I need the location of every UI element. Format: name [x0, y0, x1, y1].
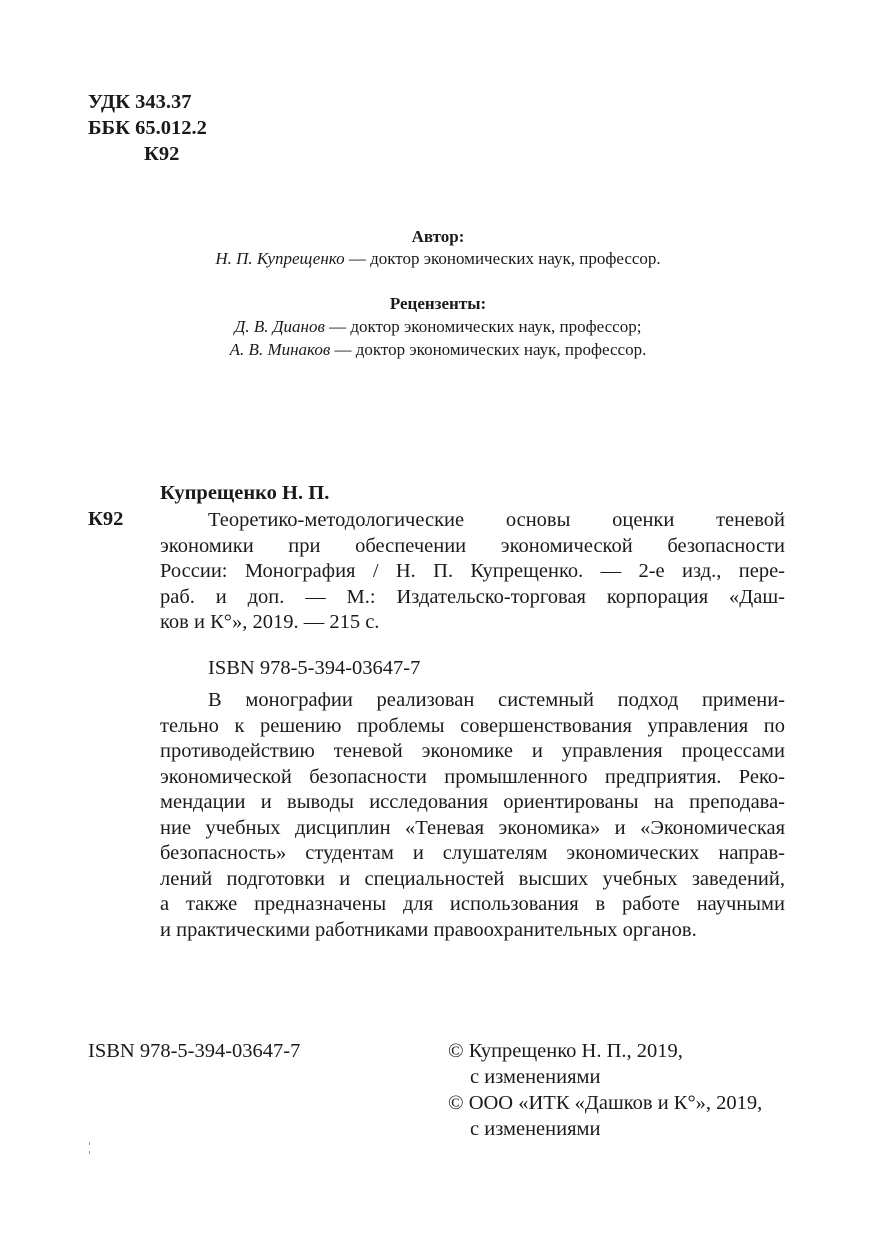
- reviewer-line: [0, 340, 876, 360]
- footer-isbn: ISBN 978-5-394-03647-7: [88, 1040, 301, 1062]
- author-name: Н. П. Купрещенко: [215, 249, 345, 268]
- author-desc: — доктор экономических наук, профессор.: [344, 249, 661, 268]
- abstract-line: экономической безопасности промышленного предприятия. Реко-: [160, 765, 785, 788]
- bib-description: [160, 508, 785, 636]
- bib-isbn: ISBN 978-5-394-03647-7: [208, 657, 421, 679]
- margin-tick: [89, 1151, 90, 1154]
- author-heading: Автор:: [411, 227, 465, 246]
- description-line: Теоретико-методологические основы оценки теневой: [208, 509, 785, 531]
- copyright-line: с изменениями: [470, 1118, 601, 1140]
- bib-author-heading: Купрещенко Н. П.: [160, 482, 330, 504]
- abstract-line: и практическими работниками правоохранительных органов.: [160, 918, 697, 941]
- abstract-line: В монографии реализован системный подход примени-: [208, 689, 785, 711]
- description-line: ков и К°», 2019. — 215 с.: [160, 611, 380, 633]
- author-mark-code: К92: [144, 143, 180, 165]
- description-line: России: Монография / Н. П. Купрещенко. — 2-е изд., пере-: [160, 560, 785, 582]
- copyright-line: © ООО «ИТК «Дашков и К°», 2019,: [448, 1092, 763, 1114]
- udk-code: УДК 343.37: [88, 91, 192, 113]
- reviewers-heading: Рецензенты:: [389, 294, 487, 313]
- abstract-line: а также предназначены для использования в работе научными: [160, 893, 785, 915]
- reviewer-name: Д. В. Дианов: [234, 317, 325, 336]
- copyright-line: с изменениями: [470, 1066, 601, 1088]
- abstract-line: мендации и выводы исследования ориентированы на преподава-: [160, 791, 785, 813]
- abstract-line: противодействию теневой экономике и управления процессами: [160, 740, 785, 762]
- description-line: раб. и доп. — М.: Издательско-торговая корпорация «Даш-: [160, 585, 785, 608]
- abstract-line: тельно к решению проблемы совершенствования управления по: [160, 714, 785, 737]
- margin-tick: [89, 1142, 90, 1145]
- description-line: экономики при обеспечении экономической безопасности: [160, 534, 785, 557]
- abstract-line: лений подготовки и специальностей высших учебных заведений,: [160, 867, 785, 890]
- abstract-line: ние учебных дисциплин «Теневая экономика» и «Экономическая: [160, 816, 785, 839]
- reviewer-desc: — доктор экономических наук, профессор;: [324, 317, 642, 336]
- author-line: [0, 249, 876, 269]
- reviewer-desc: — доктор экономических наук, профессор.: [330, 340, 647, 359]
- bib-code: К92: [88, 508, 124, 530]
- abstract-line: безопасность» студентам и слушателям экономических направ-: [160, 842, 785, 864]
- copyright-line: © Купрещенко Н. П., 2019,: [448, 1040, 683, 1062]
- reviewer-name: А. В. Минаков: [229, 340, 331, 359]
- bbk-code: ББК 65.012.2: [88, 117, 207, 139]
- reviewer-line: [0, 317, 876, 337]
- abstract: [160, 688, 785, 943]
